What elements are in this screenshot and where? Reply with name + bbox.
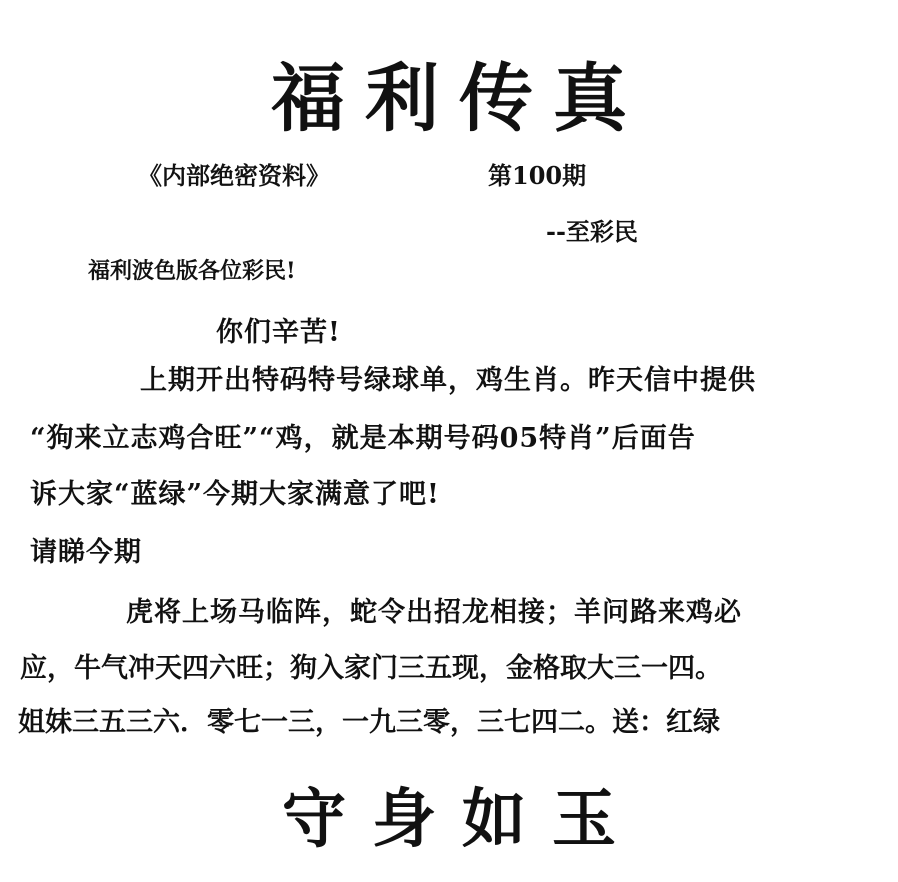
paragraph1-line1: 上期开出特码特号绿球单，鸡生肖。昨天信中提供 xyxy=(140,365,756,396)
paragraph1-line3: 诉大家“蓝绿”今期大家满意了吧! xyxy=(30,479,440,510)
document-subtitle: 《内部绝密资料》 xyxy=(138,161,330,190)
paragraph2-line2: 应，牛气冲天四六旺；狗入家门三五现，金格取大三一四。 xyxy=(20,653,722,684)
issue-number: 第100期 xyxy=(488,161,587,190)
paragraph2-line3: 姐妹三五三六．零七一三，一九三零，三七四二。送：红绿 xyxy=(18,707,720,738)
closing-phrase: 守身如玉 xyxy=(282,782,642,857)
document-title: 福利传真 xyxy=(271,56,647,142)
paragraph2-line1: 虎将上场马临阵，蛇令出招龙相接；羊问路来鸡必 xyxy=(126,597,742,628)
greeting: 你们辛苦! xyxy=(216,317,341,348)
addressee: 福利波色版各位彩民! xyxy=(88,258,296,284)
paragraph1-line2: “狗来立志鸡合旺”“鸡，就是本期号码05特肖”后面告 xyxy=(30,423,696,454)
signature: --至彩民 xyxy=(546,217,638,246)
section-label: 请睇今期 xyxy=(30,537,142,568)
